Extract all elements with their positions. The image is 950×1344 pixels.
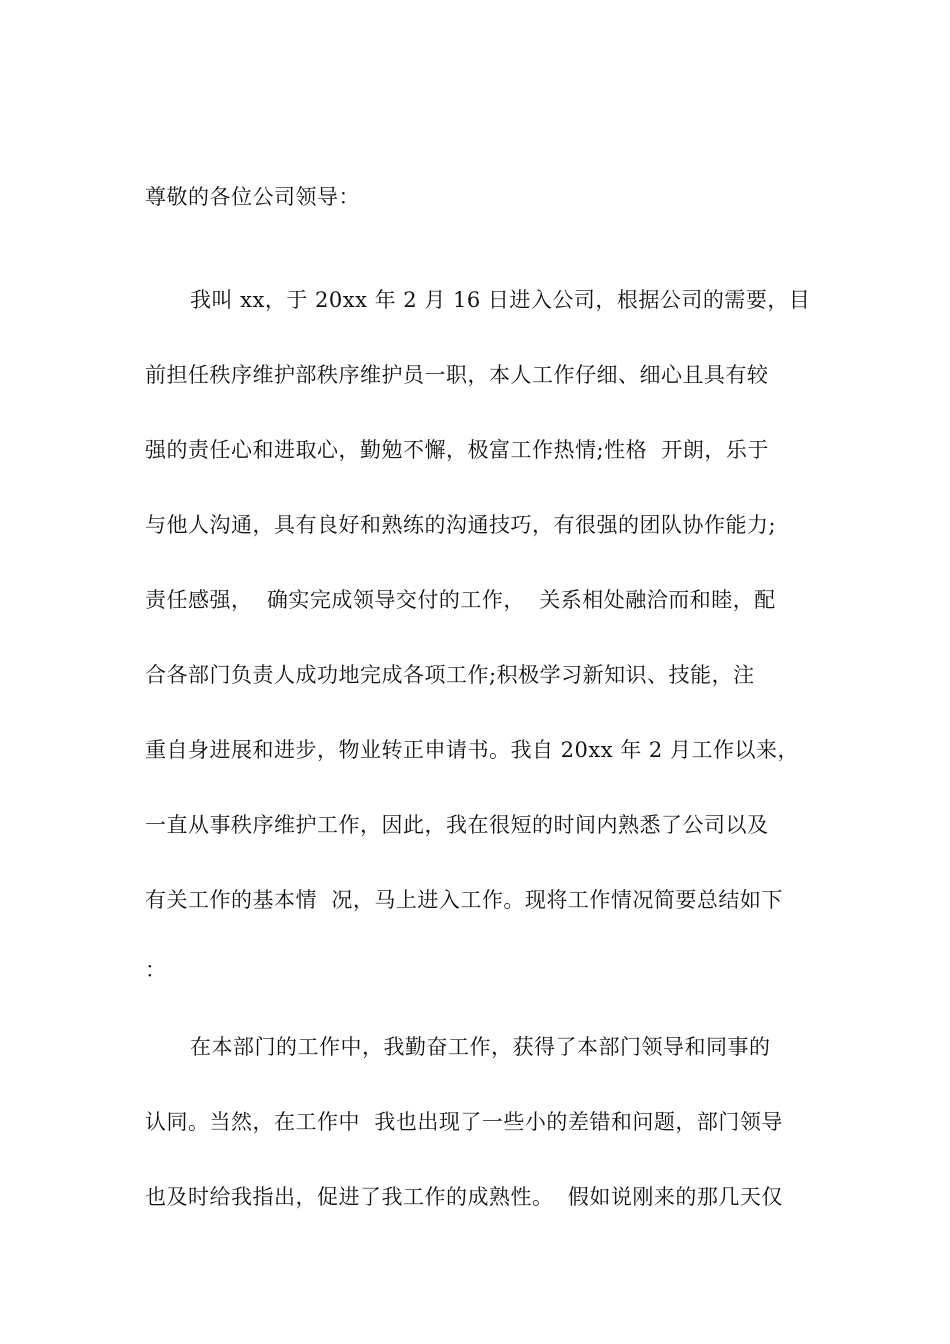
paragraph-line: 一直从事秩序维护工作，因此，我在很短的时间内熟悉了公司以及	[145, 813, 769, 837]
paragraph-line: 在本部门的工作中，我勤奋工作，获得了本部门领导和同事的	[190, 1035, 771, 1059]
paragraph-line: 与他人沟通，具有良好和熟练的沟通技巧，有很强的团队协作能力;	[145, 513, 777, 537]
paragraph-line: 认同。当然，在工作中 我也出现了一些小的差错和问题，部门领导	[145, 1110, 783, 1134]
paragraph-line: 强的责任心和进取心，勤勉不懈，极富工作热情;性格 开朗，乐于	[145, 438, 769, 462]
salutation: 尊敬的各位公司领导：	[145, 185, 360, 209]
paragraph-line: 重自身进展和进步，物业转正申请书。我自 20xx 年 2 月工作以来，	[145, 738, 799, 762]
paragraph-line: ：	[145, 958, 167, 982]
paragraph-line: 合各部门负责人成功地完成各项工作;积极学习新知识、技能，注	[145, 663, 755, 687]
paragraph-line: 前担任秩序维护部秩序维护员一职，本人工作仔细、细心且具有较	[145, 363, 769, 387]
paragraph-line: 有关工作的基本情 况，马上进入工作。现将工作情况简要总结如下	[145, 888, 783, 912]
paragraph-line: 我叫 xx，于 20xx 年 2 月 16 日进入公司，根据公司的需要，目	[190, 288, 811, 312]
paragraph-line: 也及时给我指出，促进了我工作的成熟性。 假如说刚来的那几天仅	[145, 1185, 783, 1209]
paragraph-line: 责任感强， 确实完成领导交付的工作， 关系相处融洽而和睦，配	[145, 588, 776, 612]
